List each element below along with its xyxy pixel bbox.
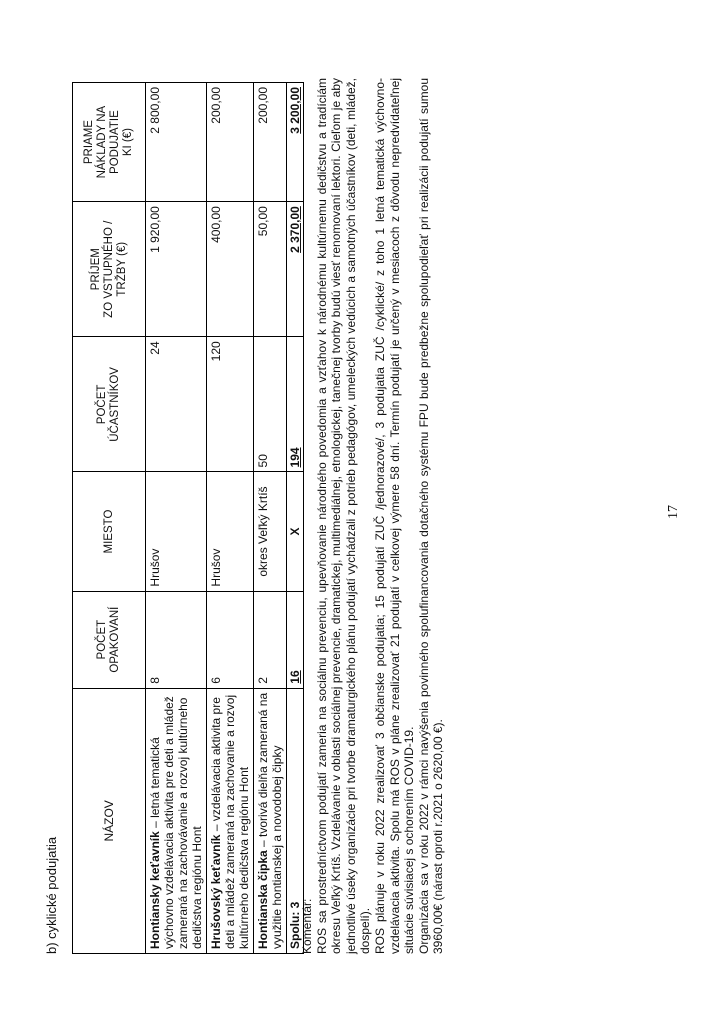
total-miesto: X xyxy=(287,472,304,591)
row-prijem: 1 920,00 xyxy=(146,202,207,337)
row-naklady: 2 800,00 xyxy=(146,83,207,202)
row-name-bold: Hontiansky keťavník xyxy=(148,831,162,949)
row-name-text: – letná tematická výchovno vzdelávacia aktivita pre deti a mládež zameraná na zachovávanie a rozvoj kultúrneho dedičstva regiónu Hont xyxy=(148,696,204,949)
table-row xyxy=(254,83,287,954)
comment-heading: Komentár: xyxy=(300,898,314,954)
row-name-text: – vzdelávacia aktivita pre deti a mládež zameraná na zachovanie a rozvoj kultúrneho dedičstva regiónu Hont xyxy=(209,694,251,949)
header-text: ÚČASTNÍKOV xyxy=(109,367,121,442)
row-prijem: 50,00 xyxy=(254,202,287,337)
header-text: NÁKLADY NA xyxy=(96,105,108,179)
header-text: PRÍJEM xyxy=(89,248,102,291)
row-ucastnikov: 24 xyxy=(146,337,207,472)
header-text: KI (€) xyxy=(122,128,134,157)
header-pocet-opakovani xyxy=(73,591,146,688)
header-text: POČET xyxy=(96,384,108,425)
total-ucastnikov-value: 194 xyxy=(288,447,302,468)
events-table xyxy=(72,82,304,954)
row-name-bold: Hrušovský keťavník xyxy=(209,834,223,949)
header-miesto: MIESTO xyxy=(73,472,146,591)
header-text: PRIAME xyxy=(83,120,95,165)
row-prijem: 400,00 xyxy=(207,202,254,337)
row-name-text: – tvorivá dielňa zameraná na využitie hontianskej a novodobej čipky xyxy=(256,692,284,949)
total-naklady-value: 3 200,00 xyxy=(288,87,302,134)
header-text: OPAKOVANÍ xyxy=(109,606,121,673)
total-prijem-value: 2 370,00 xyxy=(288,206,302,253)
row-ucastnikov: 120 xyxy=(207,337,254,472)
table-row xyxy=(207,83,254,954)
row-ucastnikov: 50 xyxy=(254,337,287,472)
table-row xyxy=(146,83,207,954)
row-name-bold: Hontianska čipka xyxy=(256,850,270,949)
row-name xyxy=(207,688,254,953)
row-miesto: Hrušov xyxy=(146,472,207,591)
row-name xyxy=(254,688,287,953)
row-opakovani: 6 xyxy=(207,591,254,688)
header-pocet-ucastnikov xyxy=(73,337,146,472)
row-name xyxy=(146,688,207,953)
header-text: TRŽBY (€) xyxy=(115,241,128,297)
row-naklady: 200,00 xyxy=(207,83,254,202)
header-nazov: NÁZOV xyxy=(73,688,146,953)
comment-paragraph: Organizácia sa v roku 2022 v rámci navýšenia povinného spolufinancovania dotačného systému FPU bude predbežne spolupodieľať pri realizácii podujatí sumou 3960,00€ (nárast oproti r.2021 o 2620,00 €). xyxy=(416,78,446,954)
row-naklady: 200,00 xyxy=(254,83,287,202)
table-header-row xyxy=(73,83,146,954)
page-number: 17 xyxy=(666,505,681,519)
section-label: b) cyklické podujatia xyxy=(44,836,59,954)
header-priame-naklady xyxy=(73,83,146,202)
header-text: POČET xyxy=(96,619,108,660)
row-opakovani: 8 xyxy=(146,591,207,688)
row-miesto: okres Veľký Krtíš xyxy=(254,472,287,591)
comment-block xyxy=(300,78,446,954)
row-opakovani: 2 xyxy=(254,591,287,688)
header-text: PODUJATIE xyxy=(109,110,121,174)
total-opakovani-value: 16 xyxy=(288,670,302,684)
header-prijem xyxy=(73,202,146,337)
header-text: ZO VSTUPNÉHO / xyxy=(102,220,115,318)
total-label: Spolu: 3 xyxy=(287,688,304,953)
comment-paragraph: ROS sa prostredníctvom podujatí zameria na sociálnu prevenciu, upevňovanie národného povedomia a vzťahov k národnému kultúrnemu dedičstvu a tradíciám okresu Veľký Krtíš. Vzdelávanie v oblasti sociálnej prevencie, dramatickej, multimediálnej, etnologickej, tanečnej tvorby budú viesť renomovaní lektori. Cieľom je aby jednotlivé úseky organizácie pri tvorbe dramaturgického plánu podujatí vychádzali z potrieb pedagógov, umeleckých vedúcich a samotných účastníkov (deti, mládež, dospelí). xyxy=(314,78,373,954)
comment-paragraph: ROS plánuje v roku 2022 zrealizovať 3 občianske podujatia; 15 podujatí ZUČ /jednorazové/, 3 podujatia ZUČ /cyklické/ z toho 1 letná tematická výchovno-vzdelávacia aktivita. Spolu má ROS v pláne zrealizovať 21 podujatí v celkovej výmere 58 dní. Termín podujatí je určený v mesiacoch z dôvodu nepredvídateľnej situácie súvisiacej s ochorením COVID-19. xyxy=(372,78,417,954)
row-miesto: Hrušov xyxy=(207,472,254,591)
